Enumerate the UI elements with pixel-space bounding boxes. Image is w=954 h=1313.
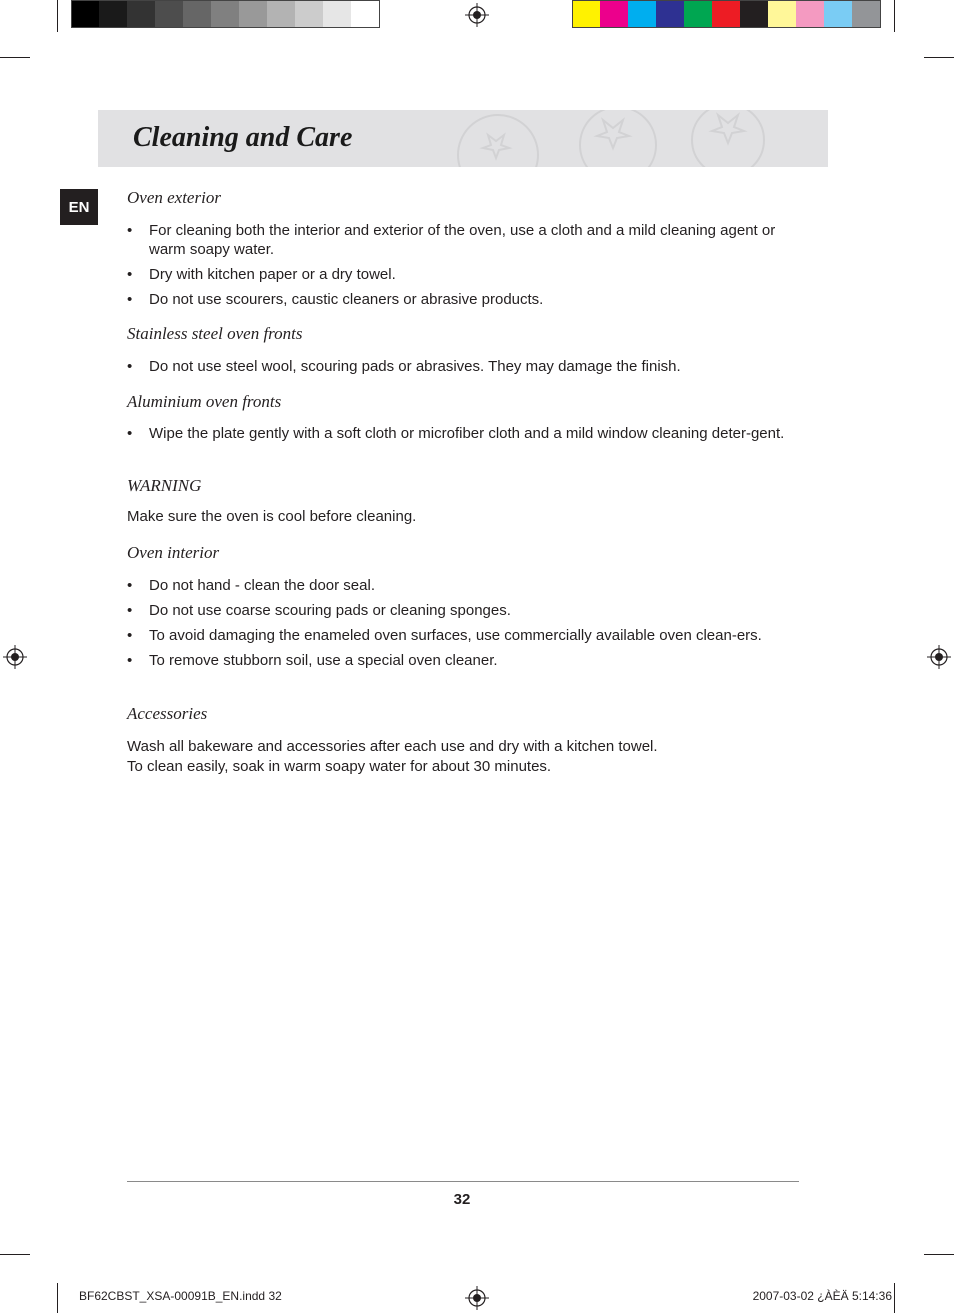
swatch-frame [572,0,881,28]
language-tab: EN [60,189,98,225]
list-item-text: To avoid damaging the enameled oven surfaces, use commercially available oven clean-ers. [149,627,762,644]
bullet-list-aluminium [127,424,802,449]
slug-filename: BF62CBST_XSA-00091B_EN.indd 32 [79,1289,282,1303]
registration-mark-icon [3,645,27,669]
bullet-icon: • [127,358,133,375]
list-item-text: Wipe the plate gently with a soft cloth or microfiber cloth and a mild window cleaning deter-gent. [149,425,785,442]
bullet-list-oven-interior [127,576,802,676]
list-item [127,265,802,284]
list-item [127,290,802,309]
crop-mark [57,0,58,32]
tomato-watermark-icon [428,110,828,167]
section-heading-oven-exterior: Oven exterior [127,188,221,207]
list-item-text: Dry with kitchen paper or a dry towel. [149,266,396,283]
bullet-list-stainless-steel [127,357,802,382]
accessories-text-line: To clean easily, soak in warm soapy water for about 30 minutes. [127,758,552,775]
registration-mark-icon [465,1286,489,1310]
swatch-frame [71,0,380,28]
list-item-text: To remove stubborn soil, use a special oven cleaner. [149,652,498,669]
crop-mark [924,57,954,58]
section-heading-stainless-steel: Stainless steel oven fronts [127,324,303,343]
section-heading-warning: WARNING [127,476,202,495]
list-item [127,424,802,443]
list-item-text: Do not use steel wool, scouring pads or abrasives. They may damage the finish. [149,358,681,375]
bullet-icon: • [127,602,133,619]
list-item-text: Do not use scourers, caustic cleaners or abrasive products. [149,291,544,308]
page-title: Cleaning and Care [133,122,353,153]
crop-mark [0,57,30,58]
bullet-icon: • [127,425,133,442]
list-item-text: For cleaning both the interior and exterior of the oven, use a cloth and a mild cleaning agent or warm soapy water. [149,222,776,258]
list-item [127,651,802,670]
registration-mark-icon [465,3,489,27]
section-heading-oven-interior: Oven interior [127,543,220,562]
crop-mark [924,1254,954,1255]
list-item [127,626,802,645]
list-item [127,601,802,620]
section-heading-accessories: Accessories [127,704,208,723]
list-item-text: Do not use coarse scouring pads or cleaning sponges. [149,602,511,619]
bullet-icon: • [127,266,133,283]
section-header-band [98,110,828,167]
crop-mark [57,1283,58,1313]
crop-mark [894,0,895,32]
crop-mark [0,1254,30,1255]
bullet-icon: • [127,652,133,669]
bullet-icon: • [127,291,133,308]
list-item-text: Do not hand - clean the door seal. [149,577,375,594]
section-heading-aluminium: Aluminium oven fronts [127,392,282,411]
registration-mark-icon [927,645,951,669]
footer-divider [127,1181,799,1182]
bullet-icon: • [127,627,133,644]
list-item [127,221,802,259]
bullet-icon: • [127,577,133,594]
bullet-list-oven-exterior [127,221,802,315]
list-item [127,357,802,376]
slug-timestamp: 2007-03-02 ¿ÀÈÄ 5:14:36 [752,1289,892,1303]
page-number: 32 [453,1191,471,1208]
accessories-text-line: Wash all bakeware and accessories after each use and dry with a kitchen towel. [127,738,658,755]
warning-text: Make sure the oven is cool before cleaning. [127,508,417,525]
bullet-icon: • [127,222,133,239]
crop-mark [894,1283,895,1313]
list-item [127,576,802,595]
